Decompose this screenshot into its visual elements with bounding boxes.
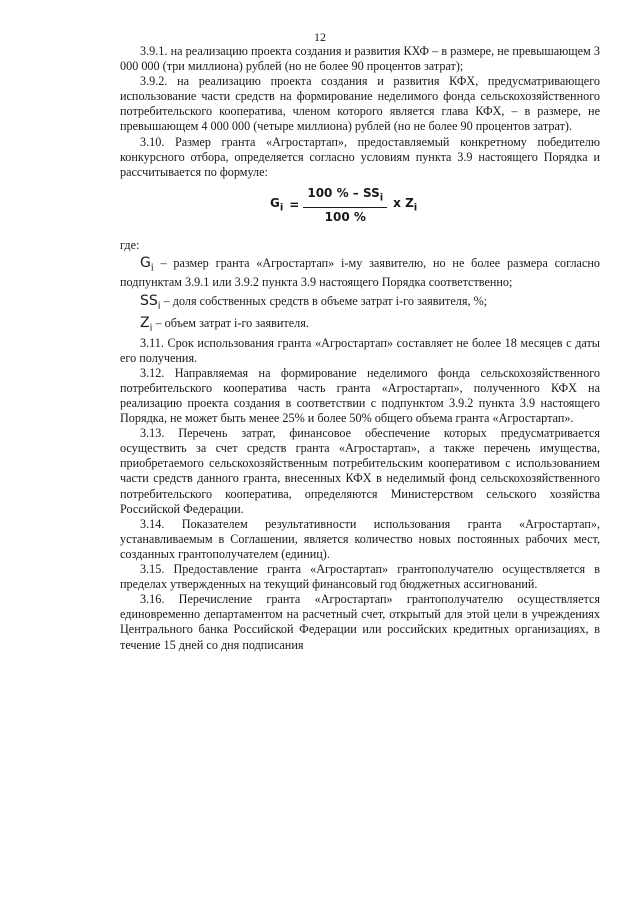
- where-label: где:: [120, 237, 140, 252]
- clause-3-9-2: 3.9.2. на реализацию проекта создания и развития КФХ, предусматривающего использование части средств на формирование неделимого фонда сельскохозяйственного потребительского кооператива, членом которого является глава КФХ, – в размере, не превышающем 4 000 000 (четыре миллиона) рублей (но не более 90 процентов затрат).: [120, 74, 600, 134]
- page-number: 12: [314, 30, 326, 44]
- definition-g: $G_i$ – размер гранта «Агростартап» i-му заявителю, но не более размера согласно подпунктам 3.9.1 или 3.9.2 пункта 3.9 настоящего Порядка соответственно;: [120, 254, 600, 290]
- formula-multiplier: x $Z_i$: [393, 195, 418, 214]
- formula-lhs: $G_i$: [270, 195, 284, 214]
- definition-z: $Z_i$ – объем затрат i-го заявителя.: [140, 315, 309, 334]
- formula-numerator: 100 % – $SS_i$: [303, 186, 387, 208]
- clause-3-9-1: 3.9.1. на реализацию проекта создания и развития КХФ – в размере, не превышающем 3 000 000 (три миллиона) рублей (но не более 90 процентов затрат);: [120, 44, 600, 74]
- formula-fraction: [303, 186, 387, 226]
- clause-3-11: 3.11. Срок использования гранта «Агростартап» составляет не более 18 месяцев с даты его получения.: [120, 335, 600, 365]
- definition-ss: $SS_i$ – доля собственных средств в объеме затрат i-го заявителя, %;: [140, 292, 488, 311]
- formula-equals: =: [289, 198, 300, 213]
- grant-formula: [120, 180, 600, 238]
- formula-denominator: 100 %: [324, 210, 366, 225]
- clause-3-16: 3.16. Перечисление гранта «Агростартап» грантополучателю осуществляется единовременно департаментом на расчетный счет, открытый для этой цели в учреждениях Центрального банка Российской Федерации или российских кредитных организациях, в течение 15 дней со дня подписания: [120, 592, 600, 652]
- clause-3-15: 3.15. Предоставление гранта «Агростартап» грантополучателю осуществляется в пределах утвержденных на текущий финансовый год бюджетных ассигнований.: [120, 562, 600, 592]
- clause-3-12: 3.12. Направляемая на формирование неделимого фонда сельскохозяйственного потребительского кооператива часть гранта «Агростартап», полученного КФХ на реализацию проекта создания в соответствии с подпунктом 3.9.2 пункта 3.9 настоящего Порядка, не может быть менее 25% и более 50% общего объема гранта «Агростартап».: [120, 365, 600, 426]
- clause-3-13: 3.13. Перечень затрат, финансовое обеспечение которых предусматривается осуществить за счет средств гранта «Агростартап», а также перечень имущества, приобретаемого сельскохозяйственным потребительским кооперативом с использованием части средств данного гранта, внесенных КФХ в неделимый фонд сельскохозяйственного потребительского кооператива, определяются Министерством сельского хозяйства Российской Федерации.: [120, 426, 600, 516]
- document-body: [120, 44, 600, 653]
- clause-3-10: 3.10. Размер гранта «Агростартап», предоставляемый конкретному победителю конкурсного отбора, определяется согласно условиям пункта 3.9 настоящего Порядка и рассчитывается по формуле:: [120, 134, 600, 179]
- clause-3-14: 3.14. Показателем результативности использования гранта «Агростартап», устанавливаемым в Соглашении, является количество новых постоянных рабочих мест, созданных грантополучателем (единиц).: [120, 516, 600, 561]
